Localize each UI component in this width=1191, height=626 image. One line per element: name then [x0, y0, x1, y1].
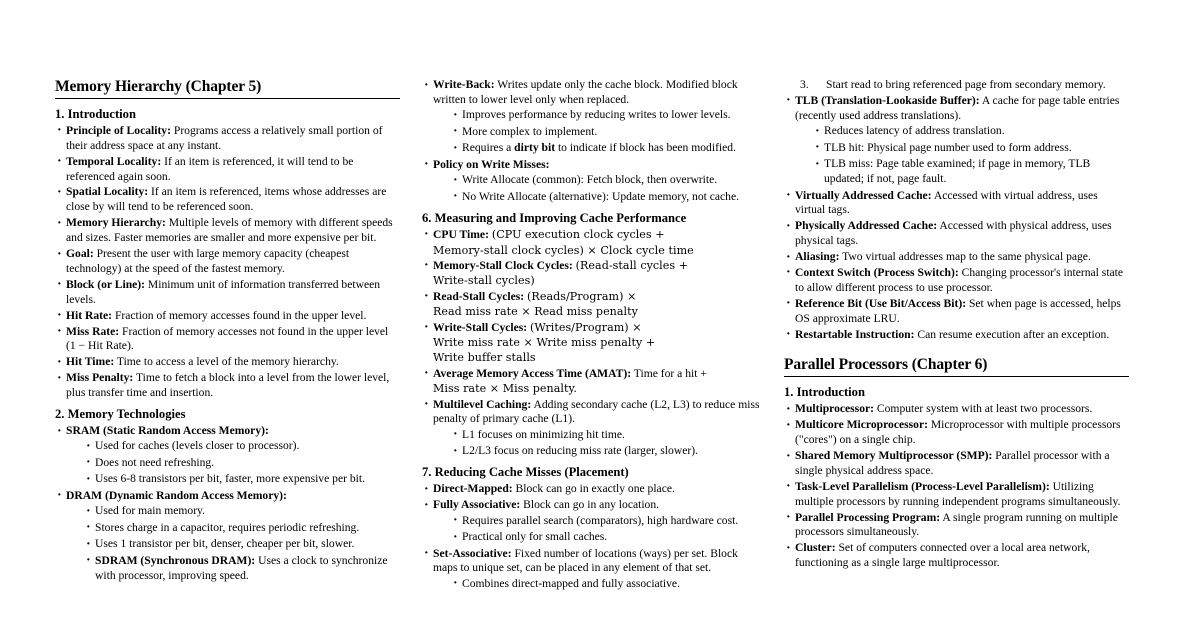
formula-line: Read miss rate × Read miss penalty — [433, 305, 638, 319]
list-item: · TLB hit: Physical page number used to form address. — [813, 141, 1129, 156]
column-2 — [422, 78, 762, 626]
intro-term-list — [55, 124, 400, 401]
multilevel-sublist — [451, 428, 762, 459]
term-definition: Set of computers connected over a local area network, functioning as a single large multiprocessor. — [795, 541, 1090, 570]
section-heading-reducing-cache-misses: 7. Reducing Cache Misses (Placement) — [422, 465, 629, 480]
term-label: Shared Memory Multiprocessor (SMP): — [795, 449, 993, 463]
term-label: Block (or Line): — [66, 277, 146, 291]
term-label: Aliasing: — [795, 250, 840, 264]
list-item — [784, 250, 1129, 265]
term-label: Restartable Instruction: — [795, 327, 915, 341]
list-item: · TLB miss: Page table examined; if page in memory, TLB updated; if not, page fault. — [813, 157, 1129, 187]
term-definition: Accessed with virtual address, uses virtual tags. — [795, 188, 1098, 217]
list-item — [55, 371, 400, 401]
list-item — [84, 554, 400, 584]
term-definition: A single program running on multiple processors simultaneously. — [795, 510, 1118, 539]
formula-line: (Reads/Program) × — [527, 289, 637, 303]
term-label: SDRAM (Synchronous DRAM): — [95, 553, 256, 567]
numbered-list-item — [800, 78, 1129, 93]
list-item — [784, 480, 1129, 510]
chapter-title-memory-hierarchy: Memory Hierarchy (Chapter 5) — [55, 78, 262, 95]
list-item: · Stores charge in a capacitor, requires periodic refreshing. — [84, 521, 400, 536]
term-label: Principle of Locality: — [66, 123, 171, 137]
column-3 — [784, 78, 1129, 626]
term-label: Memory Hierarchy: — [66, 216, 166, 230]
formula-line: Miss rate × Miss penalty. — [433, 382, 577, 396]
term-definition: Can resume execution after an exception. — [914, 327, 1110, 341]
term-definition: If an item is referenced, items whose addresses are close by will tend to be referenced soon. — [66, 185, 387, 214]
term-definition: Adding secondary cache (L2, L3) to reduce miss penalty of primary cache (L1). — [433, 397, 760, 426]
term-label: Write-Back: — [433, 78, 495, 91]
list-item: · Requires parallel search (comparators), high hardware cost. — [451, 514, 762, 529]
list-item: · Used for main memory. — [84, 504, 400, 519]
formula-line: (Writes/Program) × — [530, 320, 642, 334]
term-label: Reference Bit (Use Bit/Access Bit): — [795, 296, 967, 310]
list-item — [422, 398, 762, 460]
list-item — [784, 402, 1129, 417]
term-definition: If an item is referenced, it will tend to be referenced again soon. — [66, 154, 354, 183]
formula-line: Write-stall cycles) — [433, 274, 535, 288]
parallel-intro-list — [784, 402, 1129, 571]
section-heading-memory-technologies: 2. Memory Technologies — [55, 406, 186, 421]
text-before-bold: Requires a — [462, 141, 515, 155]
term-definition: Time to fetch a block into a level from the lower level, plus transfer time and insertion. — [66, 371, 390, 400]
term-definition: Block can go in any location. — [520, 498, 660, 512]
term-definition: Set when page is accessed, helps OS approximate LRU. — [795, 296, 1121, 325]
formula-line: Memory-stall clock cycles) × Clock cycle time — [433, 243, 694, 257]
term-label: Virtually Addressed Cache: — [795, 188, 932, 202]
list-item — [55, 216, 400, 246]
list-item — [422, 290, 762, 320]
text-after-bold: to indicate if block has been modified. — [555, 141, 736, 155]
list-item — [55, 489, 400, 584]
list-item — [784, 94, 1129, 187]
list-item — [55, 424, 400, 487]
list-item — [55, 247, 400, 277]
term-definition: Block can go in exactly one place. — [512, 482, 675, 496]
memory-technologies-list — [55, 424, 400, 583]
term-definition: Changing processor's internal state to allow different process to use processor. — [795, 265, 1124, 294]
term-label: TLB (Translation-Lookaside Buffer): — [795, 93, 980, 107]
list-item: · Does not need refreshing. — [84, 456, 400, 471]
term-label: Task-Level Parallelism (Process-Level Parallelism): — [795, 479, 1050, 493]
title-rule — [55, 98, 400, 99]
term-definition: Multiple levels of memory with different speeds and sizes. Faster memories are smaller and more expensive per bit. — [66, 216, 393, 245]
term-definition: Uses a clock to synchronize with processor, improving speed. — [95, 553, 388, 582]
list-item — [784, 541, 1129, 571]
list-item: · Practical only for small caches. — [451, 530, 762, 545]
term-definition: Minimum unit of information transferred between levels. — [66, 277, 381, 306]
list-item: · Uses 1 transistor per bit, denser, cheaper per bit, slower. — [84, 537, 400, 552]
term-definition: A cache for page table entries (recently used address translations). — [795, 93, 1120, 122]
list-item — [55, 355, 400, 370]
term-label: Hit Rate: — [66, 308, 113, 322]
term-label: Read-Stall Cycles: — [433, 289, 525, 303]
list-item — [784, 219, 1129, 249]
list-item — [784, 418, 1129, 448]
set-associative-sublist — [451, 577, 762, 592]
list-item — [784, 189, 1129, 219]
list-item: · Write Allocate (common): Fetch block, then overwrite. — [451, 173, 762, 188]
list-item — [55, 278, 400, 308]
formula-line: Write miss rate × Write miss penalty + — [433, 336, 656, 350]
list-item: · Uses 6-8 transistors per bit, faster, more expensive per bit. — [84, 472, 400, 487]
term-label: Fully Associative: — [433, 498, 521, 512]
list-item: · Improves performance by reducing writes to lower levels. — [451, 108, 762, 123]
list-item — [422, 259, 762, 289]
write-policy-list — [422, 78, 762, 205]
term-label: DRAM (Dynamic Random Access Memory): — [66, 488, 287, 502]
term-label: Policy on Write Misses: — [433, 157, 550, 171]
term-definition: Present the user with large memory capacity (cheapest technology) at the speed of the fastest memory. — [66, 247, 350, 275]
list-item: · Reduces latency of address translation. — [813, 124, 1129, 139]
term-definition: Fraction of memory accesses not found in the upper level (1 − Hit Rate). — [66, 324, 389, 353]
numbered-item-text: Start read to bring referenced page from secondary memory. — [826, 78, 1106, 91]
term-label: Multiprocessor: — [795, 402, 874, 416]
term-label: Parallel Processing Program: — [795, 510, 941, 524]
list-item — [784, 266, 1129, 296]
list-item — [55, 124, 400, 154]
tlb-sublist — [813, 124, 1129, 187]
term-label: Hit Time: — [66, 355, 115, 369]
list-item — [55, 185, 400, 215]
term-label: Goal: — [66, 247, 94, 261]
sram-sublist — [84, 439, 400, 487]
section-heading-introduction: 1. Introduction — [55, 106, 136, 121]
term-definition: Accessed with physical address, uses physical tags. — [795, 219, 1112, 248]
virtual-memory-term-list — [784, 94, 1129, 343]
term-label: Average Memory Access Time (AMAT): — [433, 366, 632, 380]
section-heading-introduction-parallel: 1. Introduction — [784, 385, 865, 400]
section-heading-measuring-cache-performance: 6. Measuring and Improving Cache Performance — [422, 210, 687, 225]
formula-line: (CPU execution clock cycles + — [491, 227, 665, 241]
term-label: Miss Rate: — [66, 324, 120, 338]
list-item — [451, 141, 762, 156]
term-label: Miss Penalty: — [66, 371, 134, 385]
list-item: · Combines direct-mapped and fully associative. — [451, 577, 762, 592]
term-label: Multicore Microprocessor: — [795, 418, 928, 432]
list-item — [55, 309, 400, 324]
term-label: Memory-Stall Clock Cycles: — [433, 258, 573, 272]
list-item: · More complex to implement. — [451, 125, 762, 140]
term-definition: Fixed number of locations (ways) per set. Block maps to unique set, can be placed in any element of that set. — [433, 546, 738, 575]
fully-associative-sublist — [451, 514, 762, 545]
term-definition: Time for a hit + — [631, 366, 707, 380]
term-label: Context Switch (Process Switch): — [795, 265, 959, 279]
page-fault-steps-continued — [800, 78, 1129, 93]
term-label: Cluster: — [795, 541, 836, 555]
term-definition: Two virtual addresses map to the same physical page. — [839, 250, 1091, 264]
term-label: Write-Stall Cycles: — [433, 320, 528, 334]
list-item — [422, 321, 762, 366]
list-item — [55, 325, 400, 355]
term-label: Set-Associative: — [433, 546, 512, 560]
formula-line: Write buffer stalls — [433, 351, 536, 365]
list-item — [422, 158, 762, 205]
term-label: CPU Time: — [433, 227, 489, 241]
list-number: 3. — [800, 78, 809, 91]
list-item — [422, 498, 762, 545]
list-item — [784, 328, 1129, 343]
list-item: · L1 focuses on minimizing hit time. — [451, 428, 762, 443]
list-item: · L2/L3 focus on reducing miss rate (larger, slower). — [451, 444, 762, 459]
term-label: Temporal Locality: — [66, 154, 162, 168]
term-label: Direct-Mapped: — [433, 482, 513, 496]
list-item: · Used for caches (levels closer to processor). — [84, 439, 400, 454]
dram-sublist — [84, 504, 400, 583]
write-miss-policy-sublist — [451, 173, 762, 204]
term-label: SRAM (Static Random Access Memory): — [66, 424, 269, 438]
writeback-sublist — [451, 108, 762, 156]
term-definition: Computer system with at least two processors. — [874, 402, 1093, 416]
list-item — [422, 228, 762, 258]
term-definition: Utilizing multiple processors by running independent programs simultaneously. — [795, 479, 1121, 508]
term-label: Spatial Locality: — [66, 185, 149, 199]
term-definition: Programs access a relatively small portion of their address space at any instant. — [66, 123, 383, 152]
list-item — [422, 367, 762, 397]
three-column-layout — [55, 78, 1141, 626]
title-rule — [784, 376, 1129, 377]
term-label: Multilevel Caching: — [433, 397, 532, 411]
list-item — [422, 78, 762, 156]
list-item — [784, 511, 1129, 541]
term-definition: Parallel processor with a single physical address space. — [795, 449, 1110, 477]
term-label: Physically Addressed Cache: — [795, 219, 938, 233]
list-item — [422, 482, 762, 497]
cache-performance-list — [422, 228, 762, 460]
term-definition: Writes update only the cache block. Modified block written to lower level only when replaced. — [433, 78, 738, 106]
inline-bold-dirty-bit: dirty bit — [514, 141, 556, 155]
list-item — [784, 449, 1129, 479]
list-item — [55, 155, 400, 185]
term-definition: Fraction of memory accesses found in the upper level. — [112, 308, 367, 322]
term-definition: Microprocessor with multiple processors ("cores") on a single chip. — [795, 418, 1121, 447]
column-1 — [55, 78, 400, 626]
list-item — [784, 297, 1129, 327]
formula-line: (Read-stall cycles + — [575, 258, 689, 272]
chapter-title-parallel-processors: Parallel Processors (Chapter 6) — [784, 356, 988, 374]
list-item — [422, 547, 762, 592]
cache-placement-list — [422, 482, 762, 591]
list-item: · No Write Allocate (alternative): Update memory, not cache. — [451, 190, 762, 205]
term-definition: Time to access a level of the memory hierarchy. — [114, 355, 339, 369]
